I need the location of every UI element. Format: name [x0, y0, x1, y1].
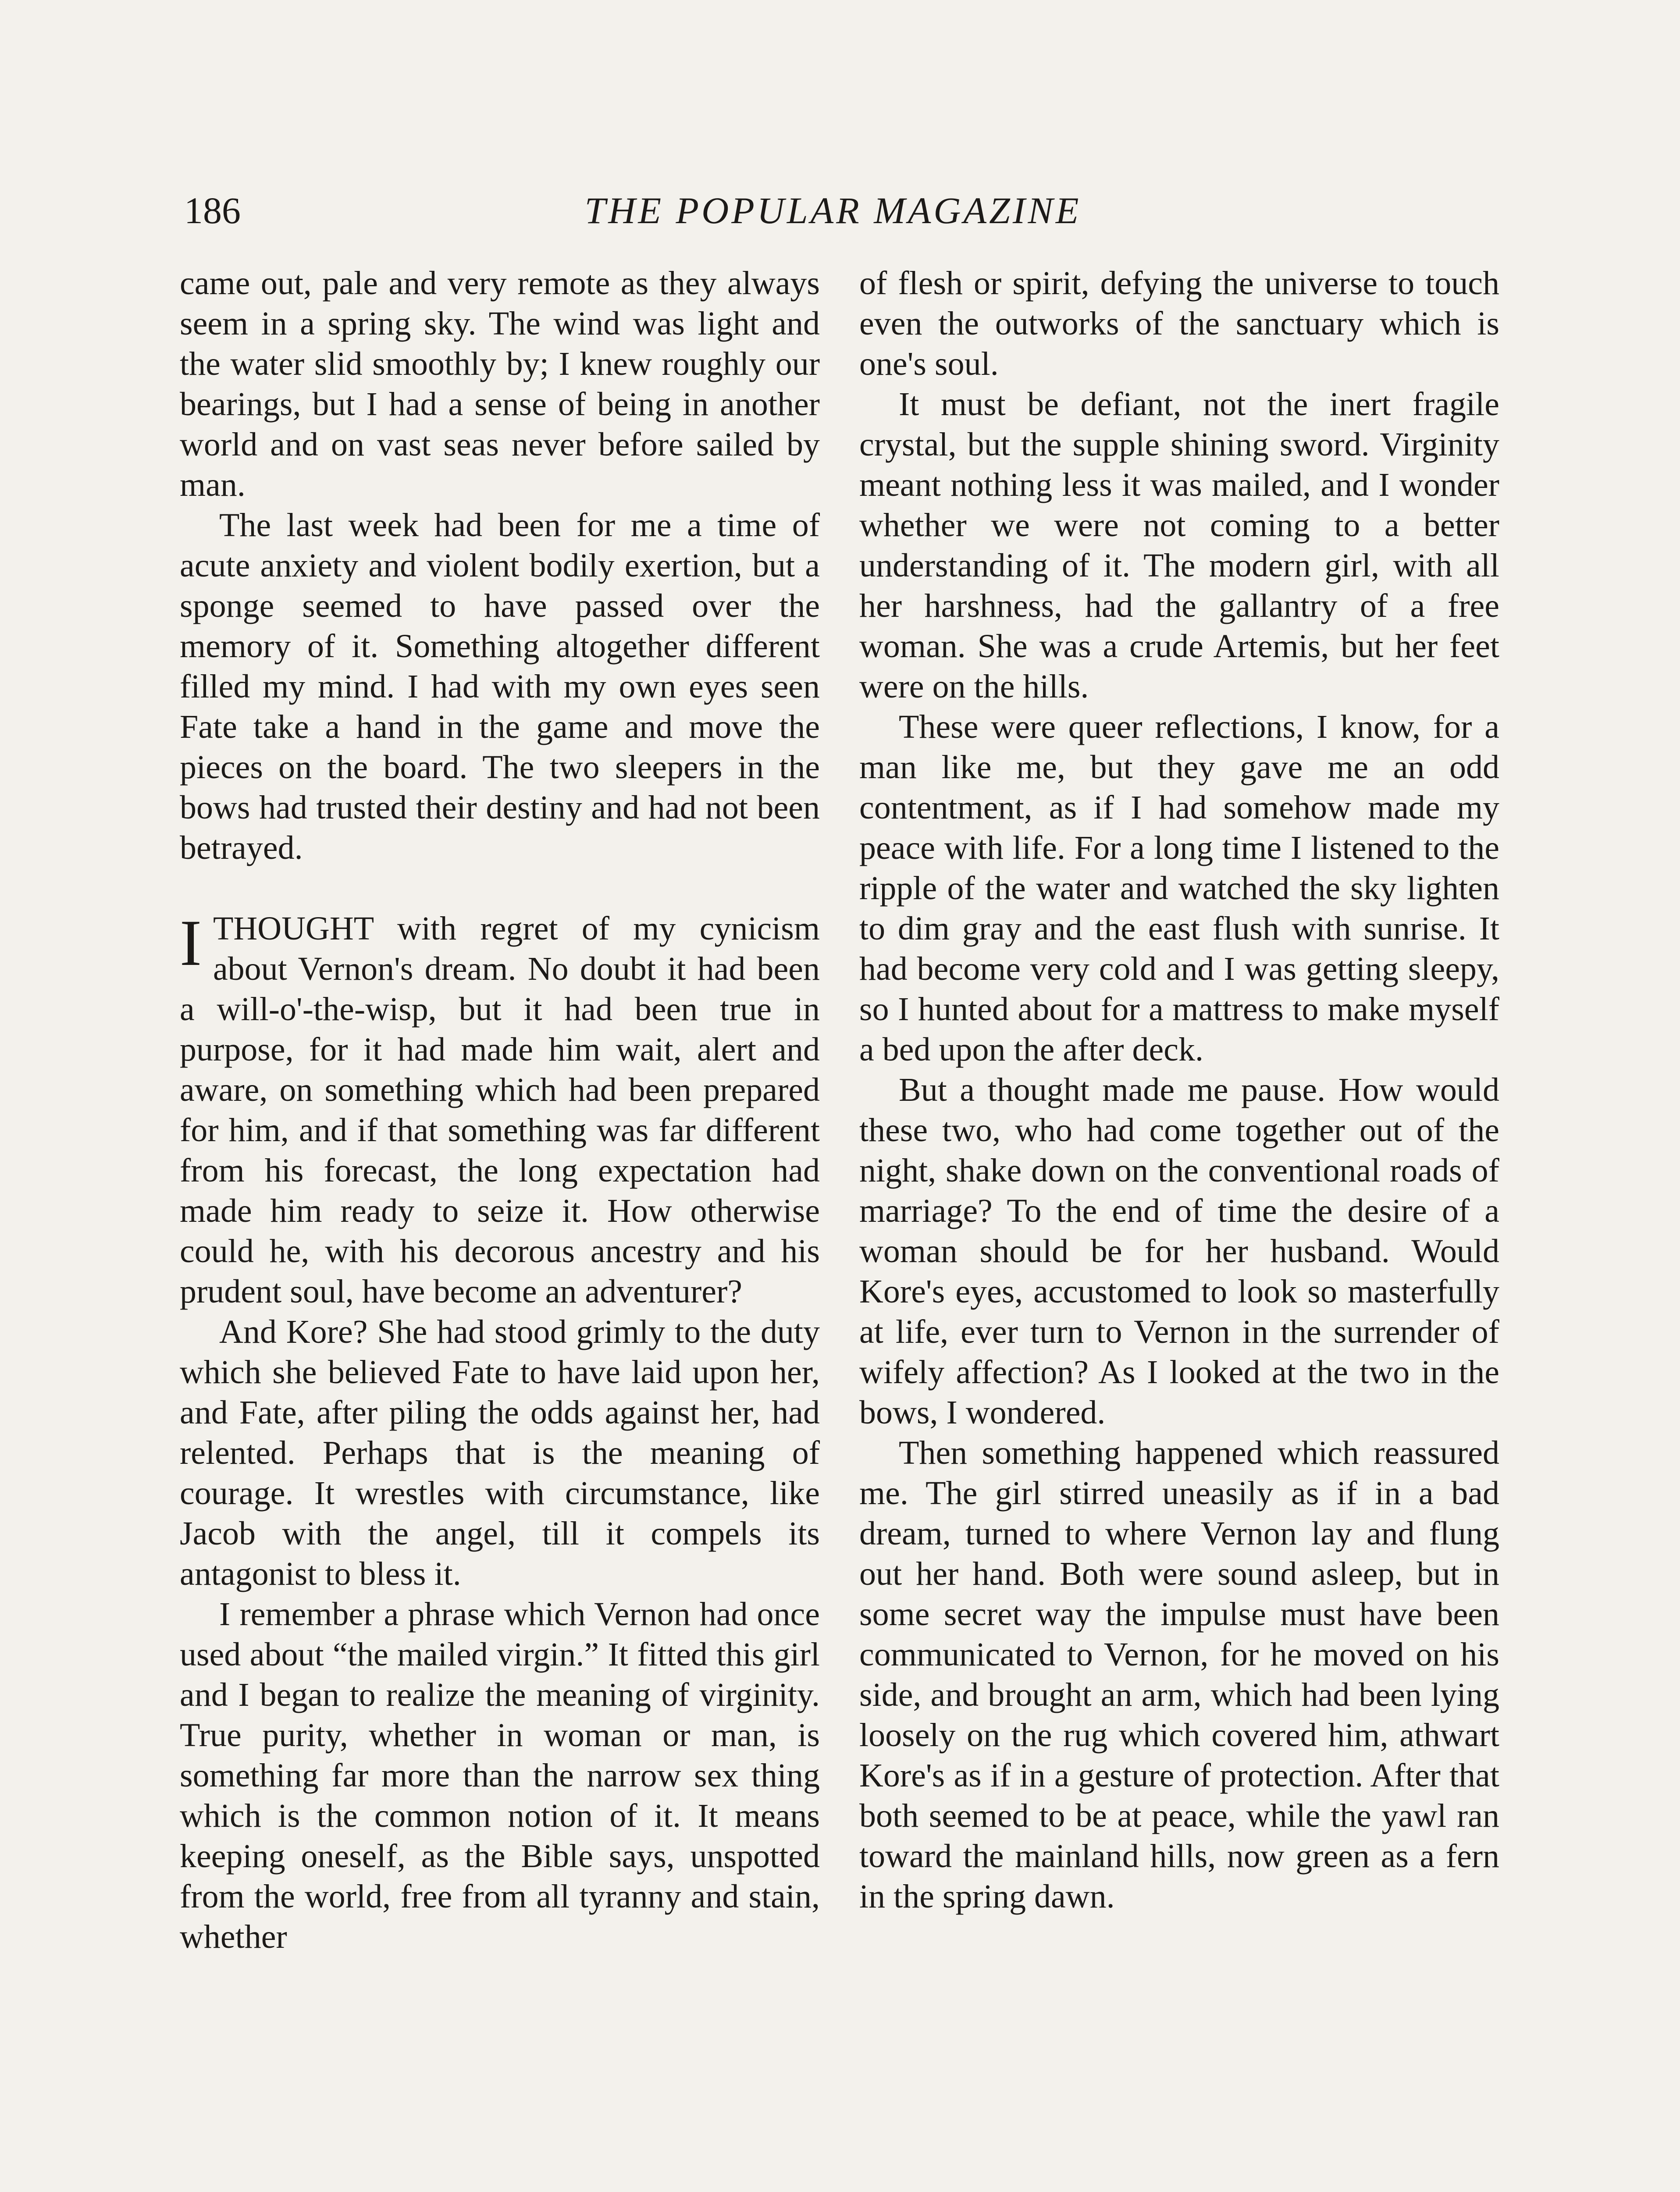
paragraph: The last week had been for me a time of acute anxiety and violent bodily exertion, but a sponge seemed to have passed over the memory of it. Something altogether different filled my mind. I had with my own eyes seen Fate take a hand in the game and move the pieces on the board. The two sleepers in the bows had trusted their destiny and had not been betrayed.	[180, 507, 820, 866]
running-title: THE POPULAR MAGAZINE	[584, 189, 1082, 231]
paragraph: And Kore? She had stood grimly to the duty which she believed Fate to have laid upon her, and Fate, after piling the odds against her, had relented. Perhaps that is the meaning of courage. It wrestles with circumstance, like Jacob with the angel, till it compels its antagonist to bless it.	[180, 1313, 820, 1592]
page-header	[184, 184, 1482, 237]
paragraph: These were queer reflections, I know, for a man like me, but they gave me an odd contentment, as if I had somehow made my peace with life. For a long time I listened to the ripple of the water and watched the sky lighten to dim gray and the east flush with sunrise. It had become very cold and I was getting sleepy, so I hunted about for a mattress to make myself a bed upon the after deck.	[859, 708, 1499, 1068]
page-number: 186	[184, 189, 241, 231]
paragraph: It must be defiant, not the inert fragile crystal, but the supple shining sword. Virginity meant nothing less it was mailed, and I wonder whether we were not coming to a better understanding of it. The modern girl, with all her harshness, had the gallantry of a free woman. She was a crude Artemis, but her feet were on the hills.	[859, 386, 1499, 705]
paragraph: of flesh or spirit, defying the universe to touch even the outworks of the sanctuary which is one's soul.	[859, 265, 1499, 382]
paragraph: I remember a phrase which Vernon had once used about “the mailed virgin.” It fitted this girl and I began to realize the meaning of virginity. True purity, whether in woman or man, is something far more than the narrow sex thing which is the common notion of it. It means keeping oneself, as the Bible says, unspotted from the world, free from all tyranny and stain, whether	[180, 1596, 820, 1955]
paragraph: Then something happened which reassured me. The girl stirred uneasily as if in a bad dream, turned to where Vernon lay and flung out her hand. Both were sound asleep, but in some secret way the impulse must have been communicated to Vernon, for he moved on his side, and brought an arm, which had been lying loosely on the rug which covered him, athwart Kore's as if in a gesture of protection. After that both seemed to be at peace, while the yawl ran toward the mainland hills, now green as a fern in the spring dawn.	[859, 1434, 1499, 1915]
drop-cap: I	[180, 907, 202, 979]
paragraph: came out, pale and very remote as they always seem in a spring sky. The wind was light and the water slid smoothly by; I knew roughly our bearings, but I had a sense of being in another world and on vast seas never before sailed by man.	[180, 265, 820, 503]
left-column	[180, 263, 820, 1957]
right-column	[859, 263, 1499, 1917]
paragraph-text: THOUGHT with regret of my cynicism about Vernon's dream. No doubt it had been a will-o'-the-wisp, but it had been true in purpose, for it had made him wait, alert and aware, on something which had been prepared for him, and if that something was far different from his forecast, the long expectation had made him ready to seize it. How otherwise could he, with his decorous ancestry and his prudent soul, have become an adventurer?	[180, 910, 820, 1310]
section-opening-paragraph	[180, 908, 820, 1312]
paragraph: But a thought made me pause. How would these two, who had come together out of the night, shake down on the conventional roads of marriage? To the end of time the desire of a woman should be for her husband. Would Kore's eyes, accustomed to look so masterfully at life, ever turn to Vernon in the surrender of wifely affection? As I looked at the two in the bows, I wondered.	[859, 1071, 1499, 1431]
